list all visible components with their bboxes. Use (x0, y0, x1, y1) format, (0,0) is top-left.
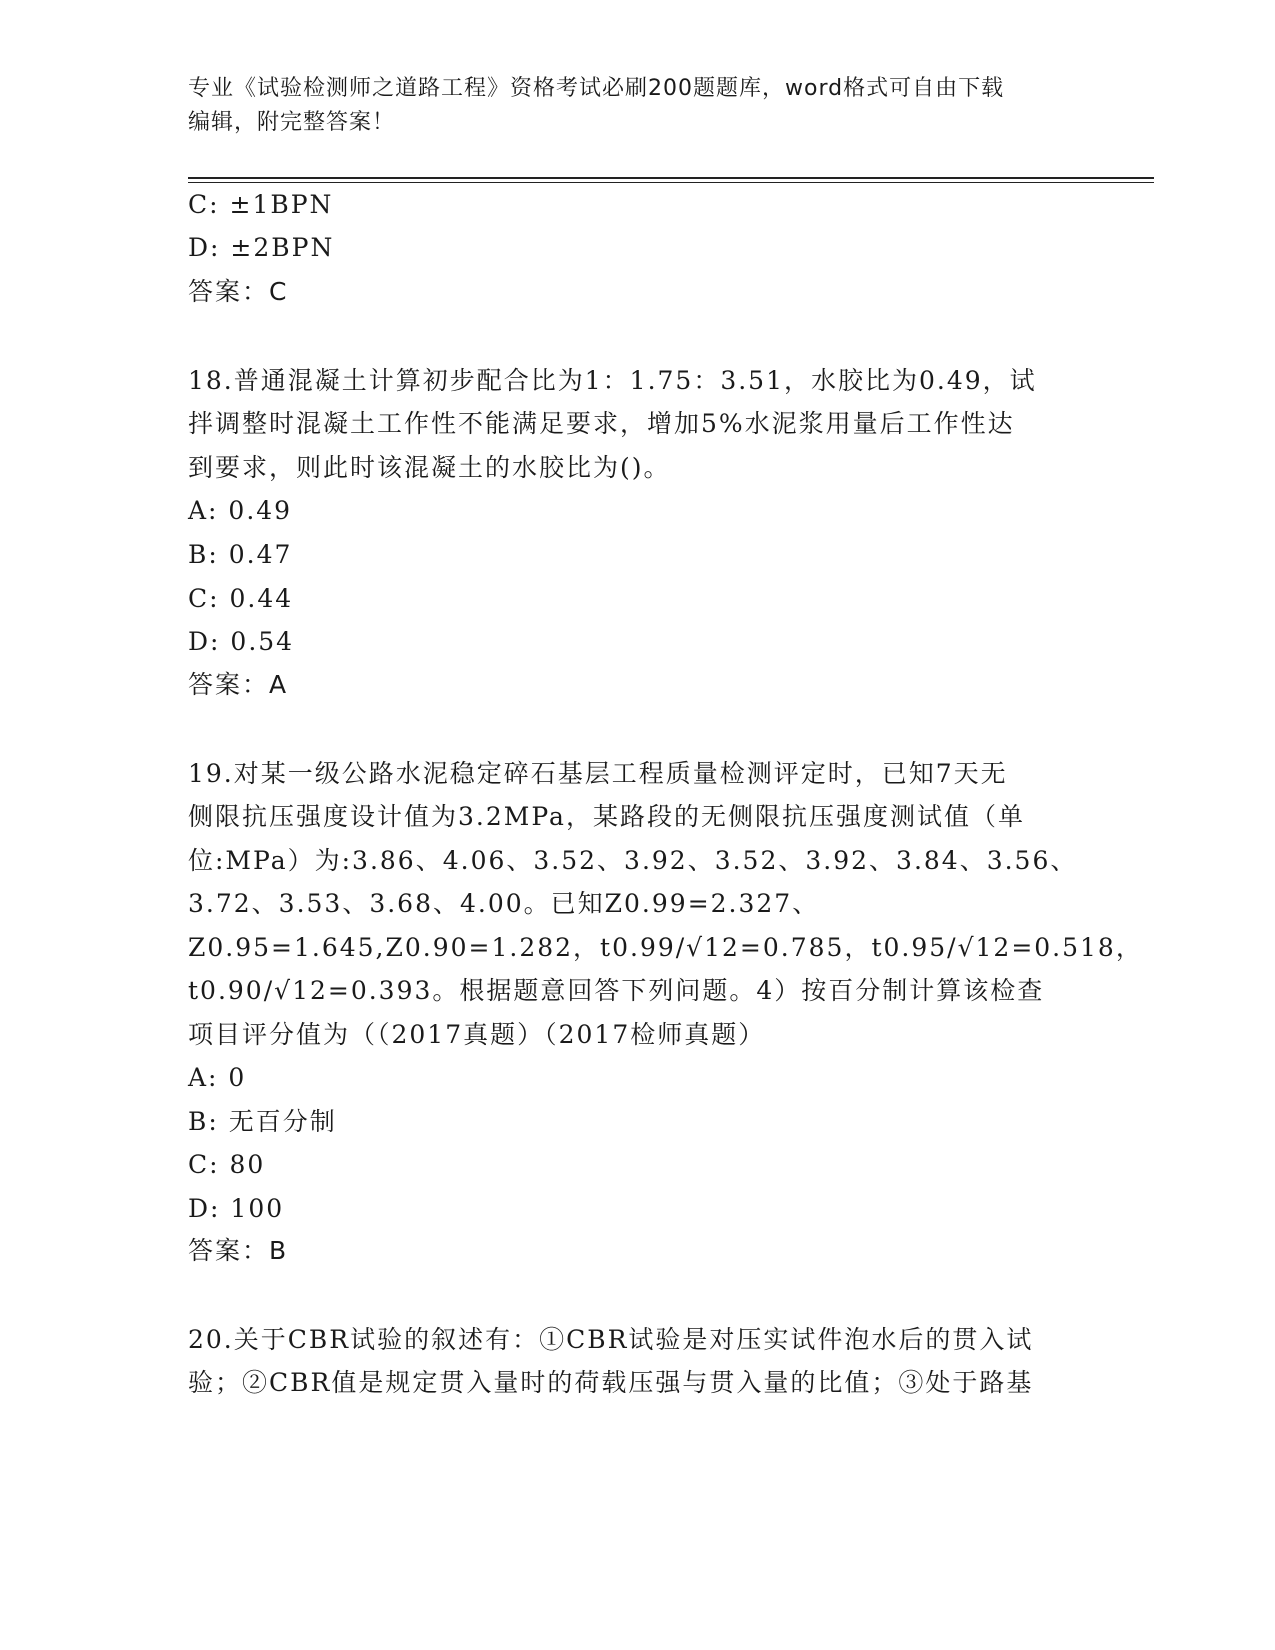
q18-stem-line-3: 到要求，则此时该混凝土的水胶比为()。 (188, 453, 671, 482)
q18-stem-line-2: 拌调整时混凝土工作性不能满足要求，增加5%水泥浆用量后工作性达 (188, 409, 1015, 438)
q18-option-c: C: 0.44 (188, 584, 294, 613)
q17-option-c: C: ±1BPN (188, 190, 334, 219)
q19-option-a: A: 0 (188, 1063, 247, 1092)
q19-option-d: D: 100 (188, 1194, 285, 1223)
q17-answer: 答案：C (188, 277, 289, 306)
q17-option-d: D: ±2BPN (188, 233, 335, 262)
q20-stem-line-1: 20.关于CBR试验的叙述有：①CBR试验是对压实试件泡水后的贯入试 (188, 1325, 1034, 1354)
q19-stem-line-2: 侧限抗压强度设计值为3.2MPa，某路段的无侧限抗压强度测试值（单 (188, 802, 1025, 831)
q19-stem-line-1: 19.对某一级公路水泥稳定碎石基层工程质量检测评定时，已知7天无 (188, 759, 1008, 788)
q18-answer: 答案：A (188, 670, 289, 699)
q19-stem-line-6: t0.90/√12=0.393。根据题意回答下列问题。4）按百分制计算该检查 (188, 976, 1045, 1005)
q20-stem-line-2: 验；②CBR值是规定贯入量时的荷载压强与贯入量的比值；③处于路基 (188, 1368, 1034, 1397)
q19-stem-line-7: 项目评分值为（（2017真题）（2017检师真题） (188, 1020, 766, 1049)
page-header (188, 72, 1068, 140)
header-divider-thin (188, 182, 1154, 183)
q19-answer: 答案：B (188, 1236, 289, 1265)
q18-stem-line-1: 18.普通混凝土计算初步配合比为1：1.75：3.51，水胶比为0.49，试 (188, 366, 1037, 395)
q18-option-b: B: 0.47 (188, 540, 293, 569)
q19-stem-line-3: 位:MPa）为:3.86、4.06、3.52、3.92、3.52、3.92、3.84、3.56、 (188, 846, 1078, 875)
header-divider-thick (188, 177, 1154, 179)
q19-option-c: C: 80 (188, 1150, 266, 1179)
q19-option-b: B: 无百分制 (188, 1107, 337, 1136)
q18-option-d: D: 0.54 (188, 627, 295, 656)
header-line-1: 专业《试验检测师之道路工程》资格考试必刷200题题库，word格式可自由下载 (188, 76, 1005, 101)
header-line-2: 编辑，附完整答案！ (188, 110, 396, 135)
q19-stem-line-5: Z0.95=1.645,Z0.90=1.282，t0.99/√12=0.785，t0.95/√12=0.518， (188, 933, 1143, 962)
q19-stem-line-4: 3.72、3.53、3.68、4.00。已知Z0.99=2.327、 (188, 889, 820, 918)
q18-option-a: A: 0.49 (188, 496, 293, 525)
